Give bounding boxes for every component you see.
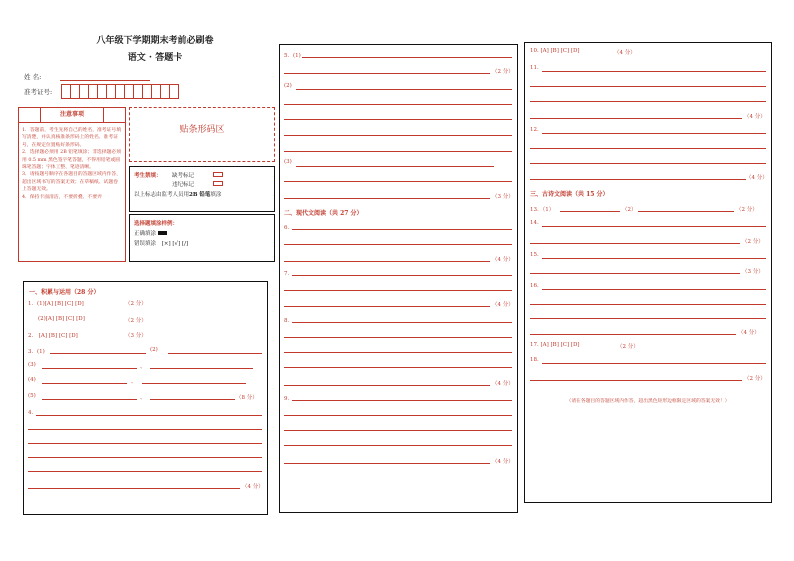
q3-3-label: (3): [28, 362, 36, 368]
q3-2-label: (2): [150, 347, 158, 353]
q14-score: （2 分）: [742, 239, 764, 245]
q13-2-label: （2）: [622, 207, 637, 213]
q3-4-line-b[interactable]: [142, 383, 246, 384]
q8-line-5[interactable]: [284, 385, 490, 386]
q17-choice[interactable]: 17. [A] [B] [C] [D]: [530, 342, 580, 348]
q15-score: （3 分）: [742, 269, 764, 275]
q7-score: （4 分）: [492, 302, 514, 308]
wrong-fill-label: [134, 239, 188, 247]
exam-status-note: [134, 190, 221, 198]
q12-label: 12.: [530, 127, 539, 133]
q16-line-4[interactable]: [530, 334, 736, 335]
absent-checkbox[interactable]: [213, 172, 223, 177]
name-field[interactable]: [60, 80, 150, 81]
q15-line-2[interactable]: [530, 273, 740, 274]
q3-2-line[interactable]: [168, 353, 262, 354]
q12-line-3[interactable]: [530, 163, 766, 164]
q7-line-3[interactable]: [284, 306, 490, 307]
q13-1-line[interactable]: [560, 211, 620, 212]
q5-2-line-3[interactable]: [284, 119, 512, 120]
fill-example-box: [129, 214, 275, 262]
q6-line-1[interactable]: [292, 229, 512, 230]
q8-line-3[interactable]: [284, 352, 512, 353]
q18-label: 18.: [530, 357, 539, 363]
exam-status-title: 考生禁填：: [134, 173, 162, 179]
q5-2-line-1[interactable]: [296, 89, 512, 90]
barcode-area: [129, 107, 275, 162]
q16-line-3[interactable]: [530, 318, 766, 319]
q2-choice[interactable]: 2． [A] [B] [C] [D]: [28, 333, 78, 339]
q3-score: （8 分）: [236, 395, 258, 401]
q4-label: 4．: [28, 410, 37, 416]
section1-title: 一、积累与运用（28 分）: [29, 289, 100, 296]
exam-id-boxes[interactable]: [61, 84, 178, 99]
q4-line-6[interactable]: [28, 488, 240, 489]
q16-line-1[interactable]: [542, 289, 766, 290]
q8-label: 8．: [284, 318, 293, 324]
q9-line-3[interactable]: [284, 430, 512, 431]
q11-line-4[interactable]: [530, 118, 742, 119]
q12-score: （4 分）: [746, 175, 768, 181]
exam-status-box: [129, 166, 275, 212]
q12-line-1[interactable]: [542, 133, 766, 134]
q6-line-2[interactable]: [284, 244, 512, 245]
q4-line-2[interactable]: [28, 429, 262, 430]
notice-item-2: 2．选择题必须用 2B 铅笔填涂；非选择题必须用 0.5 mm 黑色签字笔答题，不得用铅笔或圆珠笔答题；字体工整、笔迹清晰。: [22, 150, 122, 171]
q9-score: （4 分）: [492, 459, 514, 465]
q16-score: （4 分）: [738, 330, 760, 336]
q11-line-1[interactable]: [542, 71, 766, 72]
q9-line-1[interactable]: [292, 400, 512, 401]
q7-line-2[interactable]: [284, 290, 512, 291]
q1-choice[interactable]: 1．(1)[A] [B] [C] [D]: [28, 301, 84, 307]
correct-fill-mark: [158, 231, 167, 235]
q8-line-1[interactable]: [292, 322, 512, 323]
notice-box: [18, 107, 126, 262]
q3-5-line-b[interactable]: [150, 399, 235, 400]
violation-checkbox[interactable]: [213, 181, 223, 186]
q1b-choice[interactable]: (2)[A] [B] [C] [D]: [38, 316, 85, 322]
q16-line-2[interactable]: [530, 304, 766, 305]
q17-score: （2 分）: [617, 344, 639, 350]
q15-label: 15.: [530, 252, 539, 258]
q9-label: 9．: [284, 396, 293, 402]
q5-1-line-2[interactable]: [284, 73, 490, 74]
column2-box: [279, 44, 518, 513]
notice-text: [19, 123, 125, 205]
q8-score: （4 分）: [492, 381, 514, 387]
q5-2-line-4[interactable]: [284, 135, 512, 136]
sheet-subtitle: 语文 · 答题卡: [127, 53, 183, 63]
q5-3-line-1[interactable]: [296, 166, 494, 167]
correct-fill-label: 正确填涂: [134, 231, 157, 237]
q14-line-1[interactable]: [542, 226, 766, 227]
q7-label: 7．: [284, 271, 293, 277]
q5-3-line-3[interactable]: [284, 198, 490, 199]
q18-line-2[interactable]: [530, 380, 742, 381]
q3-1-line[interactable]: [50, 353, 146, 354]
sheet-title: 八年级下学期期末考前必刷卷: [96, 36, 214, 46]
q6-line-3[interactable]: [284, 261, 490, 262]
q15-line-1[interactable]: [542, 258, 766, 259]
q5-2-line-5[interactable]: [284, 151, 512, 152]
q3-4-sep: 、: [131, 379, 137, 385]
q6-label: 6．: [284, 225, 293, 231]
section2-title: 二、现代文阅读（共 27 分）: [284, 210, 363, 217]
q5-2-label: (2): [284, 83, 292, 89]
wrong-fill-text: 错误填涂: [134, 241, 157, 247]
q11-line-3[interactable]: [530, 101, 766, 102]
q5-3-score: （3 分）: [492, 194, 514, 200]
q5-1-line-1[interactable]: [302, 57, 512, 58]
q3-3-line-b[interactable]: [150, 368, 253, 369]
q5-3-label: (3): [284, 159, 292, 165]
q4-line-4[interactable]: [28, 457, 262, 458]
q3-4-label: (4): [28, 377, 36, 383]
q5-2-line-2[interactable]: [284, 104, 512, 105]
barcode-label: 贴条形码区: [179, 125, 225, 135]
q3-1-label: 3．(1): [28, 349, 45, 355]
notice-item-1: 1．答题前，考生先将自己的姓名，准考证号填写清楚，并认真核准条形码上的姓名、准考证号，在规定位置贴好条形码。: [22, 128, 121, 148]
q3-5-line-a[interactable]: [42, 399, 137, 400]
q13-label: 13．（1）: [530, 207, 555, 213]
name-label: 姓 名:: [24, 73, 42, 81]
q9-line-4[interactable]: [284, 445, 512, 446]
q11-label: 11.: [530, 65, 539, 71]
q4-line-5[interactable]: [28, 471, 262, 472]
q3-3-sep: 、: [140, 364, 146, 370]
q8-line-4[interactable]: [284, 367, 512, 368]
absent-label: 缺考标记: [172, 173, 195, 179]
wrong-fill-marks: [×] [√] [/]: [161, 241, 189, 247]
q3-3-line-a[interactable]: [42, 368, 137, 369]
q9-line-5[interactable]: [284, 463, 490, 464]
q16-label: 16.: [530, 283, 539, 289]
fill-example-title: 选择题填涂样例：: [134, 221, 179, 227]
q10-choice[interactable]: 10. [A] [B] [C] [D]: [530, 48, 580, 54]
q3-5-sep: 、: [140, 395, 146, 401]
footer-note: （请在各题目的答题区域内作答，超出黑色矩形边框限定区域的答案无效！）: [566, 399, 730, 404]
notice-title: 注意事项: [41, 108, 104, 122]
note-part-b: 2B 铅笔: [189, 192, 211, 198]
q12-line-2[interactable]: [530, 148, 766, 149]
q14-label: 14.: [530, 220, 539, 226]
q5-1-score: （2 分）: [492, 69, 514, 75]
q11-score: （4 分）: [744, 114, 766, 120]
q3-5-label: (5): [28, 393, 36, 399]
notice-header: [19, 108, 125, 123]
q1b-score: （2 分）: [125, 318, 147, 324]
q18-line-1[interactable]: [542, 363, 766, 364]
note-part-a: 以上标志由监考人员用: [134, 192, 190, 198]
notice-item-4: 4．保持卡面清洁，不要折叠、不要弄: [22, 194, 102, 200]
q18-score: （2 分）: [744, 376, 766, 382]
q5-1-label: 5．(1): [284, 53, 301, 59]
q1-score: （2 分）: [125, 301, 147, 307]
q8-line-2[interactable]: [284, 337, 512, 338]
q9-line-2[interactable]: [284, 415, 512, 416]
q5-3-line-2[interactable]: [284, 181, 512, 182]
q13-2-line[interactable]: [638, 211, 734, 212]
q14-line-2[interactable]: [530, 243, 740, 244]
violation-label: 违纪标记: [172, 182, 195, 188]
q11-line-2[interactable]: [530, 86, 766, 87]
notice-item-3: 3．请按题号顺序在各题目的答题区域内作答，超出区域书写的答案无效；在草稿纸、试题卷上答题无效。: [22, 172, 121, 193]
q13-score: （2 分）: [736, 207, 758, 213]
q7-line-1[interactable]: [292, 275, 512, 276]
q4-line-1[interactable]: [36, 415, 262, 416]
note-part-c: 填涂: [210, 192, 222, 198]
q3-4-line-a[interactable]: [42, 383, 127, 384]
q6-score: （4 分）: [492, 257, 514, 263]
q10-score: （4 分）: [614, 50, 636, 56]
q4-score: （4 分）: [242, 484, 264, 490]
q4-line-3[interactable]: [28, 443, 262, 444]
exam-id-label: 准考证号:: [24, 88, 53, 96]
q2-score: （3 分）: [125, 333, 147, 339]
q12-line-4[interactable]: [530, 179, 746, 180]
section3-title: 三、古诗文阅读（共 15 分）: [530, 191, 609, 198]
